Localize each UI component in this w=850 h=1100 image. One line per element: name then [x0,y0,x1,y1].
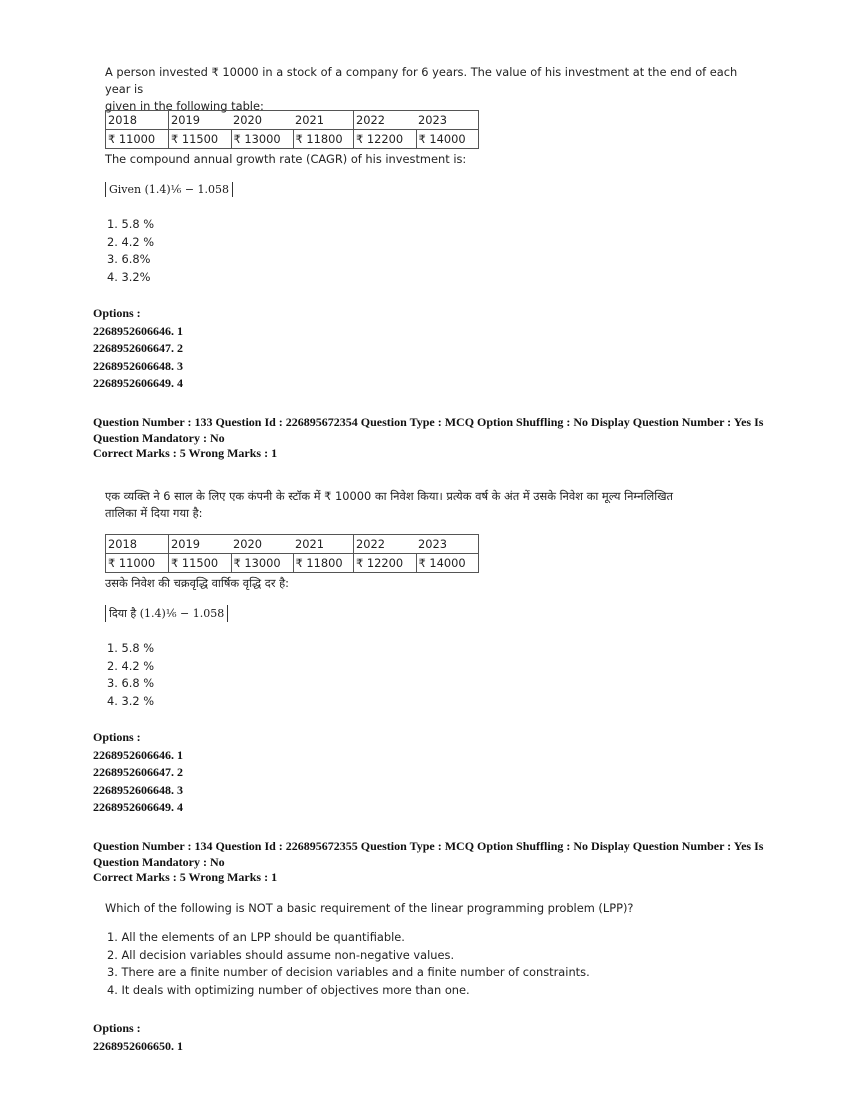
question-meta-line: Correct Marks : 5 Wrong Marks : 1 [93,870,278,884]
option-item: 2268952606647. 2 [93,341,183,355]
q134-options [93,1020,183,1055]
options-label: Options : [93,306,141,320]
choice-item: 3. 6.8 % [107,676,155,690]
option-item: 2268952606648. 3 [93,358,183,373]
q132-question: The compound annual growth rate (CAGR) of his investment is: [105,152,467,166]
table-cell: 2018 [106,111,169,130]
q132-stem-line1: A person invested ₹ 10000 in a stock of a company for 6 years. The value of his investment at the end of each year is [105,65,738,96]
question-meta-line: Question Mandatory : No [93,854,225,869]
option-item: 2268952606649. 4 [93,800,183,814]
q132-value-table [105,110,479,149]
question-meta-line: Question Number : 134 Question Id : 226895672355 Question Type : MCQ Option Shuffling : No Display Question Number : Yes Is [93,839,764,853]
choice-item: 3. 6.8% [107,252,151,266]
q134-choices [107,929,590,999]
choice-item: 1. 5.8 % [107,641,155,655]
table-cell: 2020 [231,535,293,554]
options-label: Options : [93,1021,141,1035]
choice-item: 1. All the elements of an LPP should be quantifiable. [107,930,405,944]
q133-choices [107,640,154,710]
table-cell: ₹ 13000 [231,130,293,149]
question-meta-line: Question Mandatory : No [93,430,225,445]
choice-item: 2. All decision variables should assume non-negative values. [107,947,455,962]
table-cell: 2022 [354,535,417,554]
q132-choices [107,216,154,286]
table-cell: ₹ 11500 [169,554,232,573]
choice-item: 1. 5.8 % [107,217,155,231]
choice-item: 3. There are a finite number of decision variables and a finite number of constraints. [107,965,590,979]
option-item: 2268952606646. 1 [93,747,183,762]
table-cell: 2023 [416,111,479,130]
q133-value-table [105,534,479,573]
table-cell: 2018 [106,535,169,554]
choice-item: 2. 4.2 % [107,234,155,249]
table-cell: 2020 [231,111,293,130]
table-cell: 2023 [416,535,479,554]
table-cell: ₹ 11000 [106,130,169,149]
table-cell: 2019 [169,535,232,554]
option-item: 2268952606647. 2 [93,765,183,779]
option-item: 2268952606648. 3 [93,782,183,797]
question-meta-line: Question Number : 133 Question Id : 226895672354 Question Type : MCQ Option Shuffling : No Display Question Number : Yes Is [93,415,764,429]
choice-item: 4. 3.2 % [107,693,155,708]
q133-stem-line1: एक व्यक्ति ने 6 साल के लिए एक कंपनी के स्टॉक में ₹ 10000 का निवेश किया। प्रत्येक वर्ष के अंत में उसके निवेश का मूल्य निम्नलिखित [105,489,674,503]
option-item: 2268952606650. 1 [93,1038,183,1053]
table-cell: ₹ 13000 [231,554,293,573]
table-cell: ₹ 11800 [293,554,354,573]
table-cell: 2021 [293,111,354,130]
q133-given [105,604,228,622]
q133-value-row [106,554,479,573]
table-cell: ₹ 14000 [416,130,479,149]
q133-year-row [106,535,479,554]
option-item: 2268952606649. 4 [93,376,183,390]
q133-question: उसके निवेश की चक्रवृद्धि वार्षिक वृद्धि दर है: [105,576,289,590]
table-cell: ₹ 12200 [354,130,417,149]
options-label: Options : [93,730,141,744]
q133-meta [93,415,793,462]
given-formula: Given (1.4)¹⁄₆ − 1.058 [105,182,233,197]
choice-item: 4. It deals with optimizing number of objectives more than one. [107,982,470,997]
table-cell: ₹ 11500 [169,130,232,149]
option-item: 2268952606646. 1 [93,323,183,338]
table-cell: 2019 [169,111,232,130]
q133-options [93,729,183,817]
table-cell: ₹ 12200 [354,554,417,573]
given-formula: दिया है (1.4)¹⁄₆ − 1.058 [105,605,228,622]
table-cell: ₹ 14000 [416,554,479,573]
table-cell: ₹ 11800 [293,130,354,149]
q134-meta [93,839,793,886]
q132-stem [105,64,765,115]
q133-stem [105,488,765,522]
question-meta-line: Correct Marks : 5 Wrong Marks : 1 [93,446,278,460]
table-cell: 2022 [354,111,417,130]
q132-value-row [106,130,479,149]
q132-given [105,180,233,198]
q132-stem-line2: given in the following table: [105,99,264,113]
table-cell: ₹ 11000 [106,554,169,573]
q134-question: Which of the following is NOT a basic requirement of the linear programming problem (LPP)? [105,901,634,915]
choice-item: 2. 4.2 % [107,658,155,673]
table-cell: 2021 [293,535,354,554]
q132-options [93,305,183,393]
q132-year-row [106,111,479,130]
q133-stem-line2: तालिका में दिया गया है: [105,506,203,520]
choice-item: 4. 3.2% [107,269,151,284]
